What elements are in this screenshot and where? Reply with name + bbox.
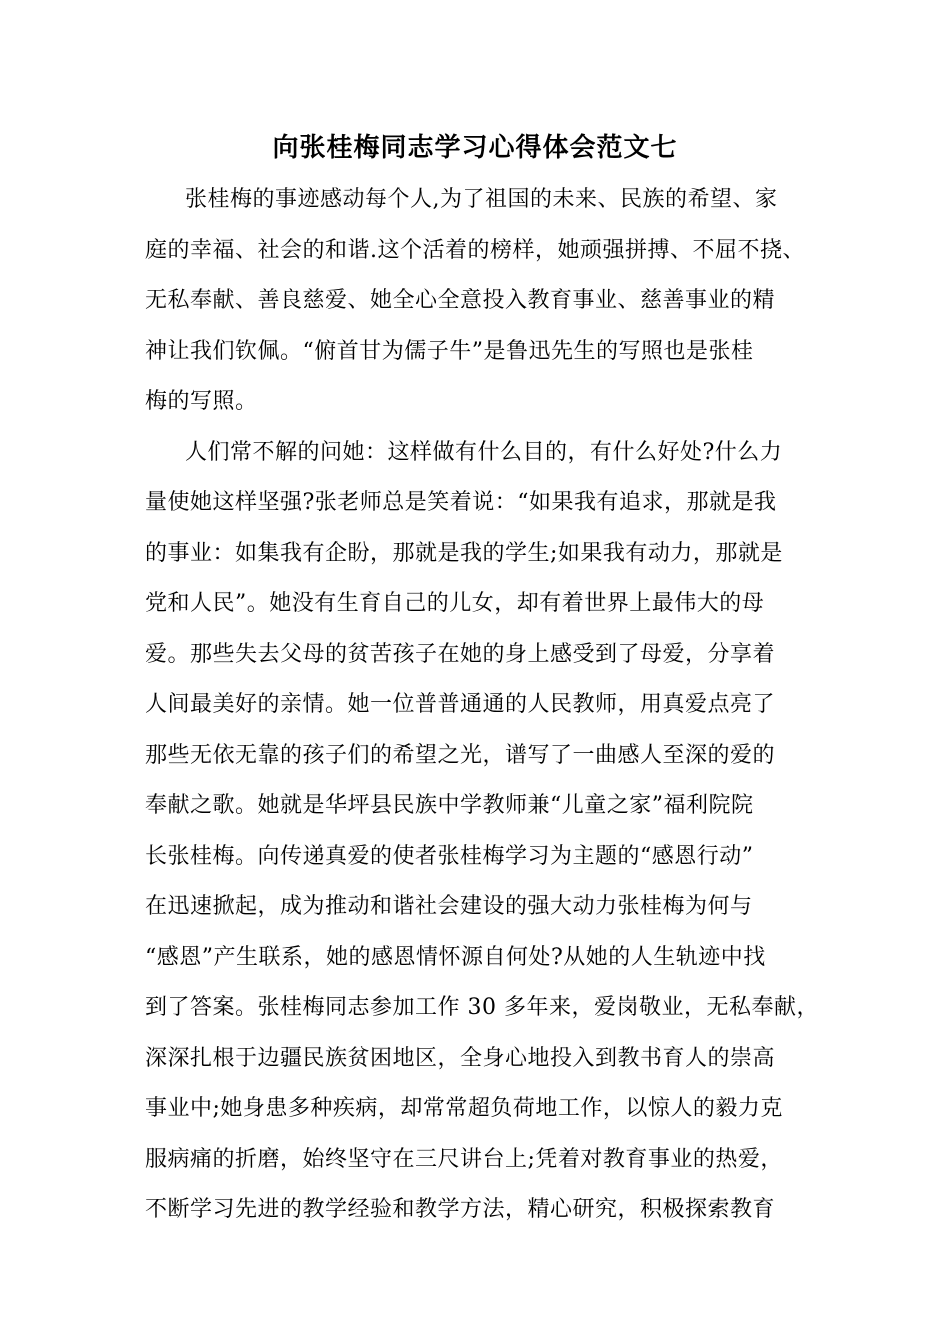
text-line: 人们常不解的问她：这样做有什么目的，有什么好处?什么力 <box>185 439 783 465</box>
text-line: 张桂梅的事迹感动每个人,为了祖国的未来、民族的希望、家 <box>185 187 778 212</box>
paragraph-1 <box>145 180 825 433</box>
text-line: 的事业：如集我有企盼，那就是我的学生;如果我有动力，那就是 <box>145 540 783 566</box>
text-line: “感恩”产生联系，她的感恩情怀源自何处?从她的人生轨迹中找 <box>145 944 766 970</box>
text-line: 服病痛的折磨，始终坚守在三尺讲台上;凭着对教育事业的热爱， <box>145 1146 783 1172</box>
paragraph-2 <box>145 433 825 1241</box>
text-line: 深深扎根于边疆民族贫困地区，全身心地投入到教书育人的崇高 <box>145 1045 776 1071</box>
text-line: 党和人民”。她没有生育自己的儿女，却有着世界上最伟大的母 <box>145 591 765 616</box>
text-line: 在迅速掀起，成为推动和谐社会建设的强大动力张桂梅为何与 <box>145 894 753 919</box>
text-line: 神让我们钦佩。“俯首甘为儒子牛”是鲁迅先生的写照也是张桂 <box>145 338 754 364</box>
text-line: 人间最美好的亲情。她一位普普通通的人民教师，用真爱点亮了 <box>145 692 776 717</box>
document-title: 向张桂梅同志学习心得体会范文七 <box>272 133 678 163</box>
text-line: 那些无依无靠的孩子们的希望之光，谱写了一曲感人至深的爱的 <box>145 742 776 768</box>
text-line: 梅的写照。 <box>145 389 258 414</box>
text-line: 不断学习先进的教学经验和教学方法，精心研究，积极探索教育 <box>145 1197 776 1222</box>
text-line: 无私奉献、善良慈爱、她全心全意投入教育事业、慈善事业的精 <box>145 288 776 313</box>
text-line: 量使她这样坚强?张老师总是笑着说：“如果我有追求，那就是我 <box>145 490 777 515</box>
text-line: 到了答案。张桂梅同志参加工作 30 多年来，爱岗敬业，无私奉献， <box>145 995 819 1020</box>
text-line: 事业中;她身患多种疾病，却常常超负荷地工作，以惊人的毅力克 <box>145 1096 783 1121</box>
text-line: 庭的幸福、社会的和谐.这个活着的榜样，她顽强拼搏、不屈不挠、 <box>145 237 805 263</box>
document-body <box>145 180 825 1241</box>
text-line: 奉献之歌。她就是华坪县民族中学教师兼“儿童之家”福利院院 <box>145 793 754 818</box>
text-line: 爱。那些失去父母的贫苦孩子在她的身上感受到了母爱，分享着 <box>145 641 776 667</box>
text-line: 长张桂梅。向传递真爱的使者张桂梅学习为主题的“感恩行动” <box>145 843 754 869</box>
